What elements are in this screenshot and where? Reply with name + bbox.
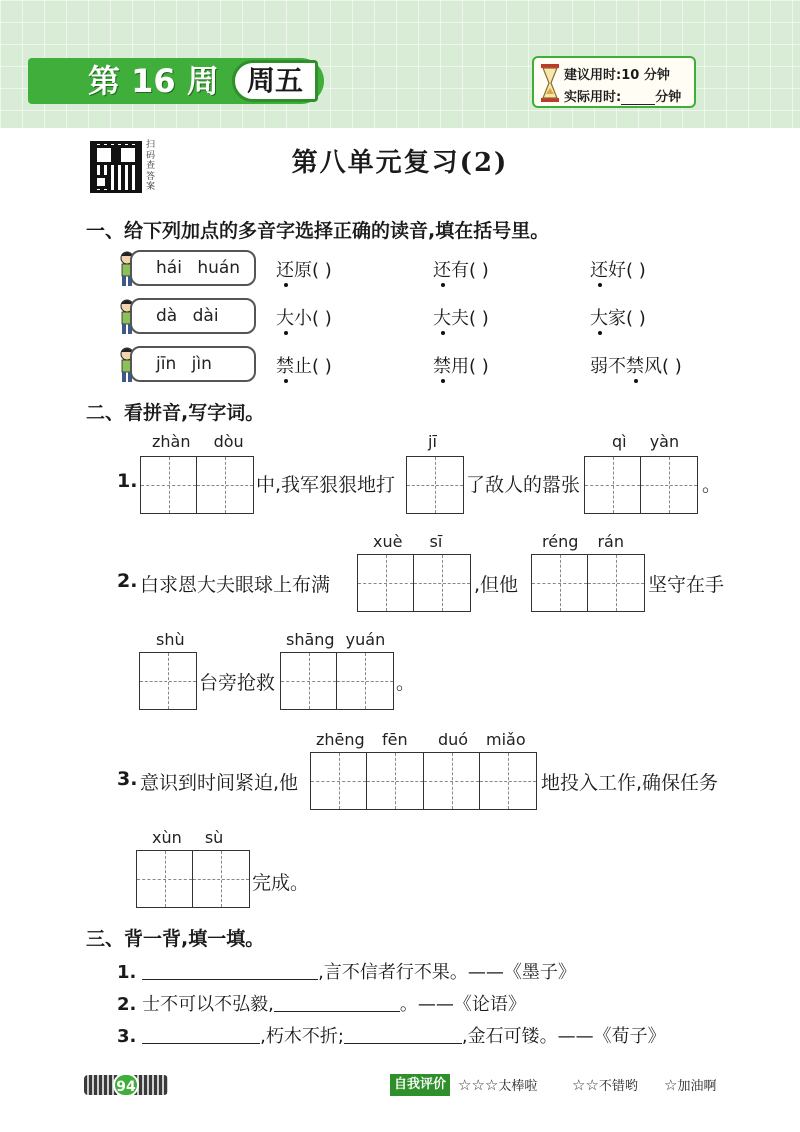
answer-grid[interactable]	[406, 456, 464, 514]
emphasis-dot	[598, 331, 602, 335]
question-text: 了敌人的嚣张	[466, 474, 581, 496]
question-text: ,但他	[474, 574, 519, 596]
answer-grid[interactable]	[136, 850, 250, 908]
pinyin-hint: xùn sù	[152, 828, 224, 847]
answer-grid[interactable]	[357, 554, 471, 612]
pinyin-hint: xuè sī	[373, 532, 443, 551]
pinyin-hint: shāng yuán	[286, 630, 386, 649]
fill-text: ,言不信者行不果。——《墨子》	[318, 962, 576, 983]
self-eval-label: 自我评价	[390, 1074, 450, 1096]
fill-blank[interactable]	[344, 1026, 462, 1044]
word-item[interactable]: 还好( )	[590, 260, 646, 281]
fill-blank[interactable]	[142, 962, 318, 980]
pinyin-option: hái huán	[130, 250, 256, 286]
answer-grid[interactable]	[310, 752, 424, 810]
fill-line-2	[117, 990, 526, 1016]
emphasis-dot	[598, 283, 602, 287]
pinyin-hint: qì yàn	[612, 432, 680, 451]
answer-grid[interactable]	[423, 752, 537, 810]
word-item[interactable]: 还原( )	[276, 260, 332, 281]
fill-blank[interactable]	[142, 1026, 260, 1044]
section2-heading: 二、看拼音,写字词。	[86, 402, 265, 424]
page-number: 94	[113, 1073, 139, 1097]
fill-blank[interactable]	[274, 994, 400, 1012]
fill-text: ,金石可镂。——《荀子》	[461, 1026, 666, 1047]
pinyin-hint: zhàn dòu	[152, 432, 244, 451]
question-number: 2.	[117, 570, 138, 592]
question-number: 1.	[117, 962, 137, 983]
fill-line-1	[117, 958, 576, 984]
pinyin-hint: réng rán	[542, 532, 624, 551]
word-item[interactable]: 弱不禁风( )	[590, 356, 682, 377]
week-label: 第 16 周	[88, 62, 219, 100]
question-text: 白求恩大夫眼球上布满	[140, 574, 331, 596]
question-text: 中,我军狠狠地打	[256, 474, 396, 496]
question-number: 1.	[117, 470, 138, 492]
answer-grid[interactable]	[531, 554, 645, 612]
answer-grid[interactable]	[584, 456, 698, 514]
pinyin-option: jīn jìn	[130, 346, 256, 382]
eval-option-good[interactable]: ☆☆不错哟	[572, 1076, 638, 1094]
word-item[interactable]: 禁止( )	[276, 356, 332, 377]
question-end: 。	[702, 474, 722, 496]
eval-option-tryharder[interactable]: ☆加油啊	[664, 1076, 717, 1094]
actual-time-suffix: 分钟	[655, 90, 682, 105]
question-text: 完成。	[252, 872, 310, 894]
fill-text: 士不可以不弘毅,	[142, 994, 274, 1015]
actual-time	[564, 86, 681, 105]
emphasis-dot	[441, 283, 445, 287]
day-tab: 周五	[232, 60, 318, 102]
pinyin-option: dà dài	[130, 298, 256, 334]
star-icon: ☆	[664, 1076, 678, 1094]
section1-heading: 一、给下列加点的多音字选择正确的读音,填在括号里。	[86, 220, 550, 242]
emphasis-dot	[284, 331, 288, 335]
fill-line-3	[117, 1022, 666, 1048]
emphasis-dot	[441, 379, 445, 383]
hourglass-icon	[540, 64, 560, 102]
eval-option-excellent[interactable]: ☆☆☆太棒啦	[458, 1076, 538, 1094]
pinyin-hint: duó	[438, 730, 469, 749]
emphasis-dot	[634, 379, 638, 383]
page-title: 第八单元复习(2)	[291, 148, 509, 178]
fill-text: 。——《论语》	[399, 994, 526, 1015]
qr-caption: 扫码查答案	[146, 140, 156, 192]
pinyin-hint: fēn	[382, 730, 408, 749]
word-item[interactable]: 禁用( )	[433, 356, 489, 377]
word-item[interactable]: 大小( )	[276, 308, 332, 329]
question-number: 2.	[117, 994, 137, 1015]
actual-time-prefix: 实际用时:	[564, 90, 622, 105]
fill-text: ,朽木不折;	[260, 1026, 344, 1047]
question-number: 3.	[117, 1026, 137, 1047]
suggested-time: 建议用时:10 分钟	[564, 68, 670, 83]
star-icon: ☆☆	[572, 1076, 599, 1094]
pinyin-hint: shù	[156, 630, 185, 649]
question-text: 台旁抢救	[199, 672, 276, 694]
emphasis-dot	[441, 331, 445, 335]
question-text: 意识到时间紧迫,他	[140, 772, 299, 794]
section3-heading: 三、背一背,填一填。	[86, 928, 265, 950]
star-icon: ☆☆☆	[458, 1076, 499, 1094]
actual-time-blank[interactable]	[621, 93, 655, 105]
time-box	[532, 56, 696, 108]
emphasis-dot	[284, 379, 288, 383]
emphasis-dot	[284, 283, 288, 287]
pinyin-hint: jī	[428, 432, 437, 451]
question-text: 坚守在手	[648, 574, 725, 596]
word-item[interactable]: 大夫( )	[433, 308, 489, 329]
pinyin-hint: zhēng	[316, 730, 365, 749]
question-text: 地投入工作,确保任务	[541, 772, 719, 794]
word-item[interactable]: 大家( )	[590, 308, 646, 329]
answer-grid[interactable]	[139, 652, 197, 710]
question-end: 。	[396, 672, 416, 694]
answer-grid[interactable]	[140, 456, 254, 514]
pinyin-hint: miǎo	[486, 730, 526, 749]
question-number: 3.	[117, 768, 138, 790]
answer-grid[interactable]	[280, 652, 394, 710]
word-item[interactable]: 还有( )	[433, 260, 489, 281]
